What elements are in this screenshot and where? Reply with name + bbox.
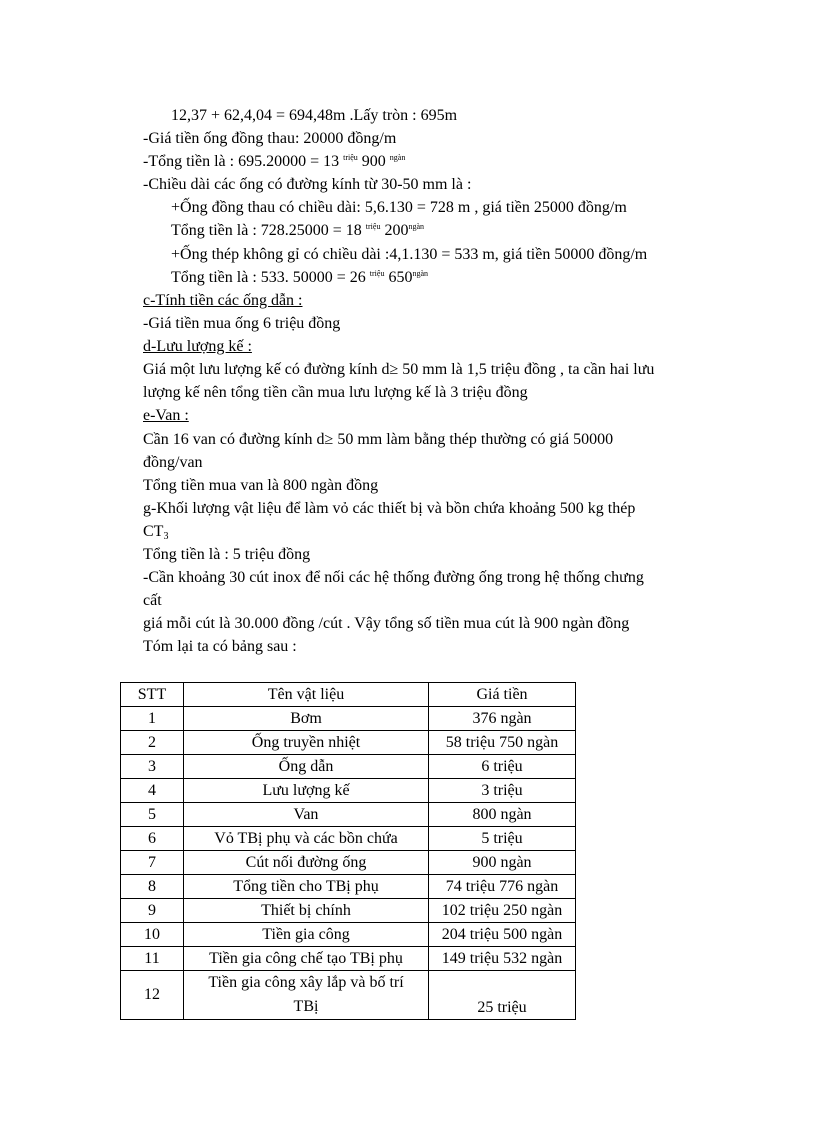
table-cell: Thiết bị chính <box>184 899 429 923</box>
superscript-unit: triệu <box>343 153 358 162</box>
text-segment: CT <box>143 523 164 540</box>
table-cell: 74 triệu 776 ngàn <box>429 875 576 899</box>
superscript-unit: ngàn <box>412 269 429 278</box>
copper-pipe-total <box>143 152 405 172</box>
table-header-cell: STT <box>121 683 184 707</box>
steel-pipe-total <box>171 268 428 288</box>
table-cell: 3 <box>121 755 184 779</box>
valve-line1: Cần 16 van có đường kính d≥ 50 mm làm bằng thép thường có giá 50000 <box>143 431 614 448</box>
shell-total: Tổng tiền là : 5 triệu đồng <box>143 546 311 563</box>
flowmeter-price-line2: lượng kế nên tổng tiền cần mua lưu lượng kế là 3 triệu đồng <box>143 384 528 401</box>
table-cell: 1 <box>121 707 184 731</box>
section-g-line: g-Khối lượng vật liệu để làm vỏ các thiết bị và bồn chứa khoảng 500 kg thép <box>143 500 636 517</box>
table-cell: Lưu lượng kế <box>184 779 429 803</box>
flowmeter-price-line1: Giá một lưu lượng kế có đường kính d≥ 50 mm là 1,5 triệu đồng , ta cần hai lưu <box>143 361 655 378</box>
table-cell: 6 triệu <box>429 755 576 779</box>
cell-line: Tiền gia công xây lắp và bố trí <box>208 974 404 991</box>
table-cell: 376 ngàn <box>429 707 576 731</box>
table-cell: Bơm <box>184 707 429 731</box>
copper-pipe-price: -Giá tiền ống đồng thau: 20000 đồng/m <box>143 130 397 147</box>
table-row <box>121 971 576 1020</box>
table-row <box>121 899 576 923</box>
table-row <box>121 731 576 755</box>
table-row <box>121 827 576 851</box>
table-cell: 900 ngàn <box>429 851 576 875</box>
table-row <box>121 923 576 947</box>
pipe-purchase-price: -Giá tiền mua ống 6 triệu đồng <box>143 315 341 332</box>
table-cell: 7 <box>121 851 184 875</box>
text-segment: 200 <box>380 222 409 239</box>
valve-total: Tổng tiền mua van là 800 ngàn đồng <box>143 477 379 494</box>
text-segment: 900 <box>357 153 390 170</box>
table-row <box>121 875 576 899</box>
steel-pipe-line: +Ống thép không gỉ có chiều dài :4,1.130 = 533 m, giá tiền 50000 đồng/m <box>171 246 648 263</box>
table-row <box>121 947 576 971</box>
section-d-heading: d-Lưu lượng kế : <box>143 338 252 355</box>
table-row <box>121 851 576 875</box>
text-segment: Tổng tiền là : 728.25000 = 18 <box>171 222 366 239</box>
table-row <box>121 803 576 827</box>
fitting-line1: -Cần khoảng 30 cút inox để nối các hệ thống đường ống trong hệ thống chưng <box>143 569 644 586</box>
calc-total-length: 12,37 + 62,4,04 = 694,48m .Lấy tròn : 695m <box>171 107 458 124</box>
table-cell: 204 triệu 500 ngàn <box>429 923 576 947</box>
cost-summary-table <box>120 682 576 1020</box>
steel-grade <box>143 522 168 542</box>
fitting-line3: giá mỗi cút là 30.000 đồng /cút . Vậy tổng số tiền mua cút là 900 ngàn đồng <box>143 615 630 632</box>
table-cell: Tổng tiền cho TBị phụ <box>184 875 429 899</box>
table-cell: 58 triệu 750 ngàn <box>429 731 576 755</box>
table-cell: 25 triệu <box>429 971 576 1020</box>
table-cell: 10 <box>121 923 184 947</box>
text-segment: Tổng tiền là : 533. 50000 = 26 <box>171 269 370 286</box>
table-row <box>121 779 576 803</box>
table-cell: 9 <box>121 899 184 923</box>
table-cell: Tiền gia công chế tạo TBị phụ <box>184 947 429 971</box>
table-row <box>121 755 576 779</box>
table-cell: 2 <box>121 731 184 755</box>
superscript-unit: ngàn <box>389 153 406 162</box>
text-segment: 650 <box>384 269 413 286</box>
table-cell: Ống truyền nhiệt <box>184 731 429 755</box>
table-cell: Ống dẫn <box>184 755 429 779</box>
table-cell: 11 <box>121 947 184 971</box>
fitting-line2: cất <box>143 592 162 609</box>
table-cell: Cút nối đường ống <box>184 851 429 875</box>
summary-intro: Tóm lại ta có bảng sau : <box>143 638 297 655</box>
table-cell: Van <box>184 803 429 827</box>
superscript-unit: ngàn <box>408 222 425 231</box>
pipe-length-heading: -Chiều dài các ống có đường kính từ 30-50 mm là : <box>143 176 472 193</box>
table-header-row <box>121 683 576 707</box>
section-c-heading: c-Tính tiền các ống dẫn : <box>143 292 303 309</box>
table-header-cell: Tên vật liệu <box>184 683 429 707</box>
table-cell: 4 <box>121 779 184 803</box>
brass-pipe-line: +Ống đồng thau có chiều dài: 5,6.130 = 728 m , giá tiền 25000 đồng/m <box>171 199 627 216</box>
table-cell: Tiền gia công <box>184 923 429 947</box>
superscript-unit: triệu <box>369 269 385 278</box>
text-segment: -Tổng tiền là : 695.20000 = 13 <box>143 153 344 170</box>
section-e-heading: e-Van : <box>143 407 189 424</box>
table-cell: 8 <box>121 875 184 899</box>
table-header-cell: Giá tiền <box>429 683 576 707</box>
table-cell: 5 <box>121 803 184 827</box>
table-cell: Vỏ TBị phụ và các bồn chứa <box>184 827 429 851</box>
table-cell: 149 triệu 532 ngàn <box>429 947 576 971</box>
table-cell: 5 triệu <box>429 827 576 851</box>
table-cell: 6 <box>121 827 184 851</box>
brass-pipe-total <box>171 221 424 241</box>
subscript: 3 <box>163 531 169 542</box>
superscript-unit: triệu <box>365 222 381 231</box>
table-cell: 102 triệu 250 ngàn <box>429 899 576 923</box>
cell-line: TBị <box>293 998 319 1015</box>
table-cell: 800 ngàn <box>429 803 576 827</box>
table-cell <box>184 971 429 1020</box>
valve-line2: đồng/van <box>143 454 203 471</box>
table-cell: 3 triệu <box>429 779 576 803</box>
table-cell: 12 <box>121 971 184 1020</box>
table-row <box>121 707 576 731</box>
